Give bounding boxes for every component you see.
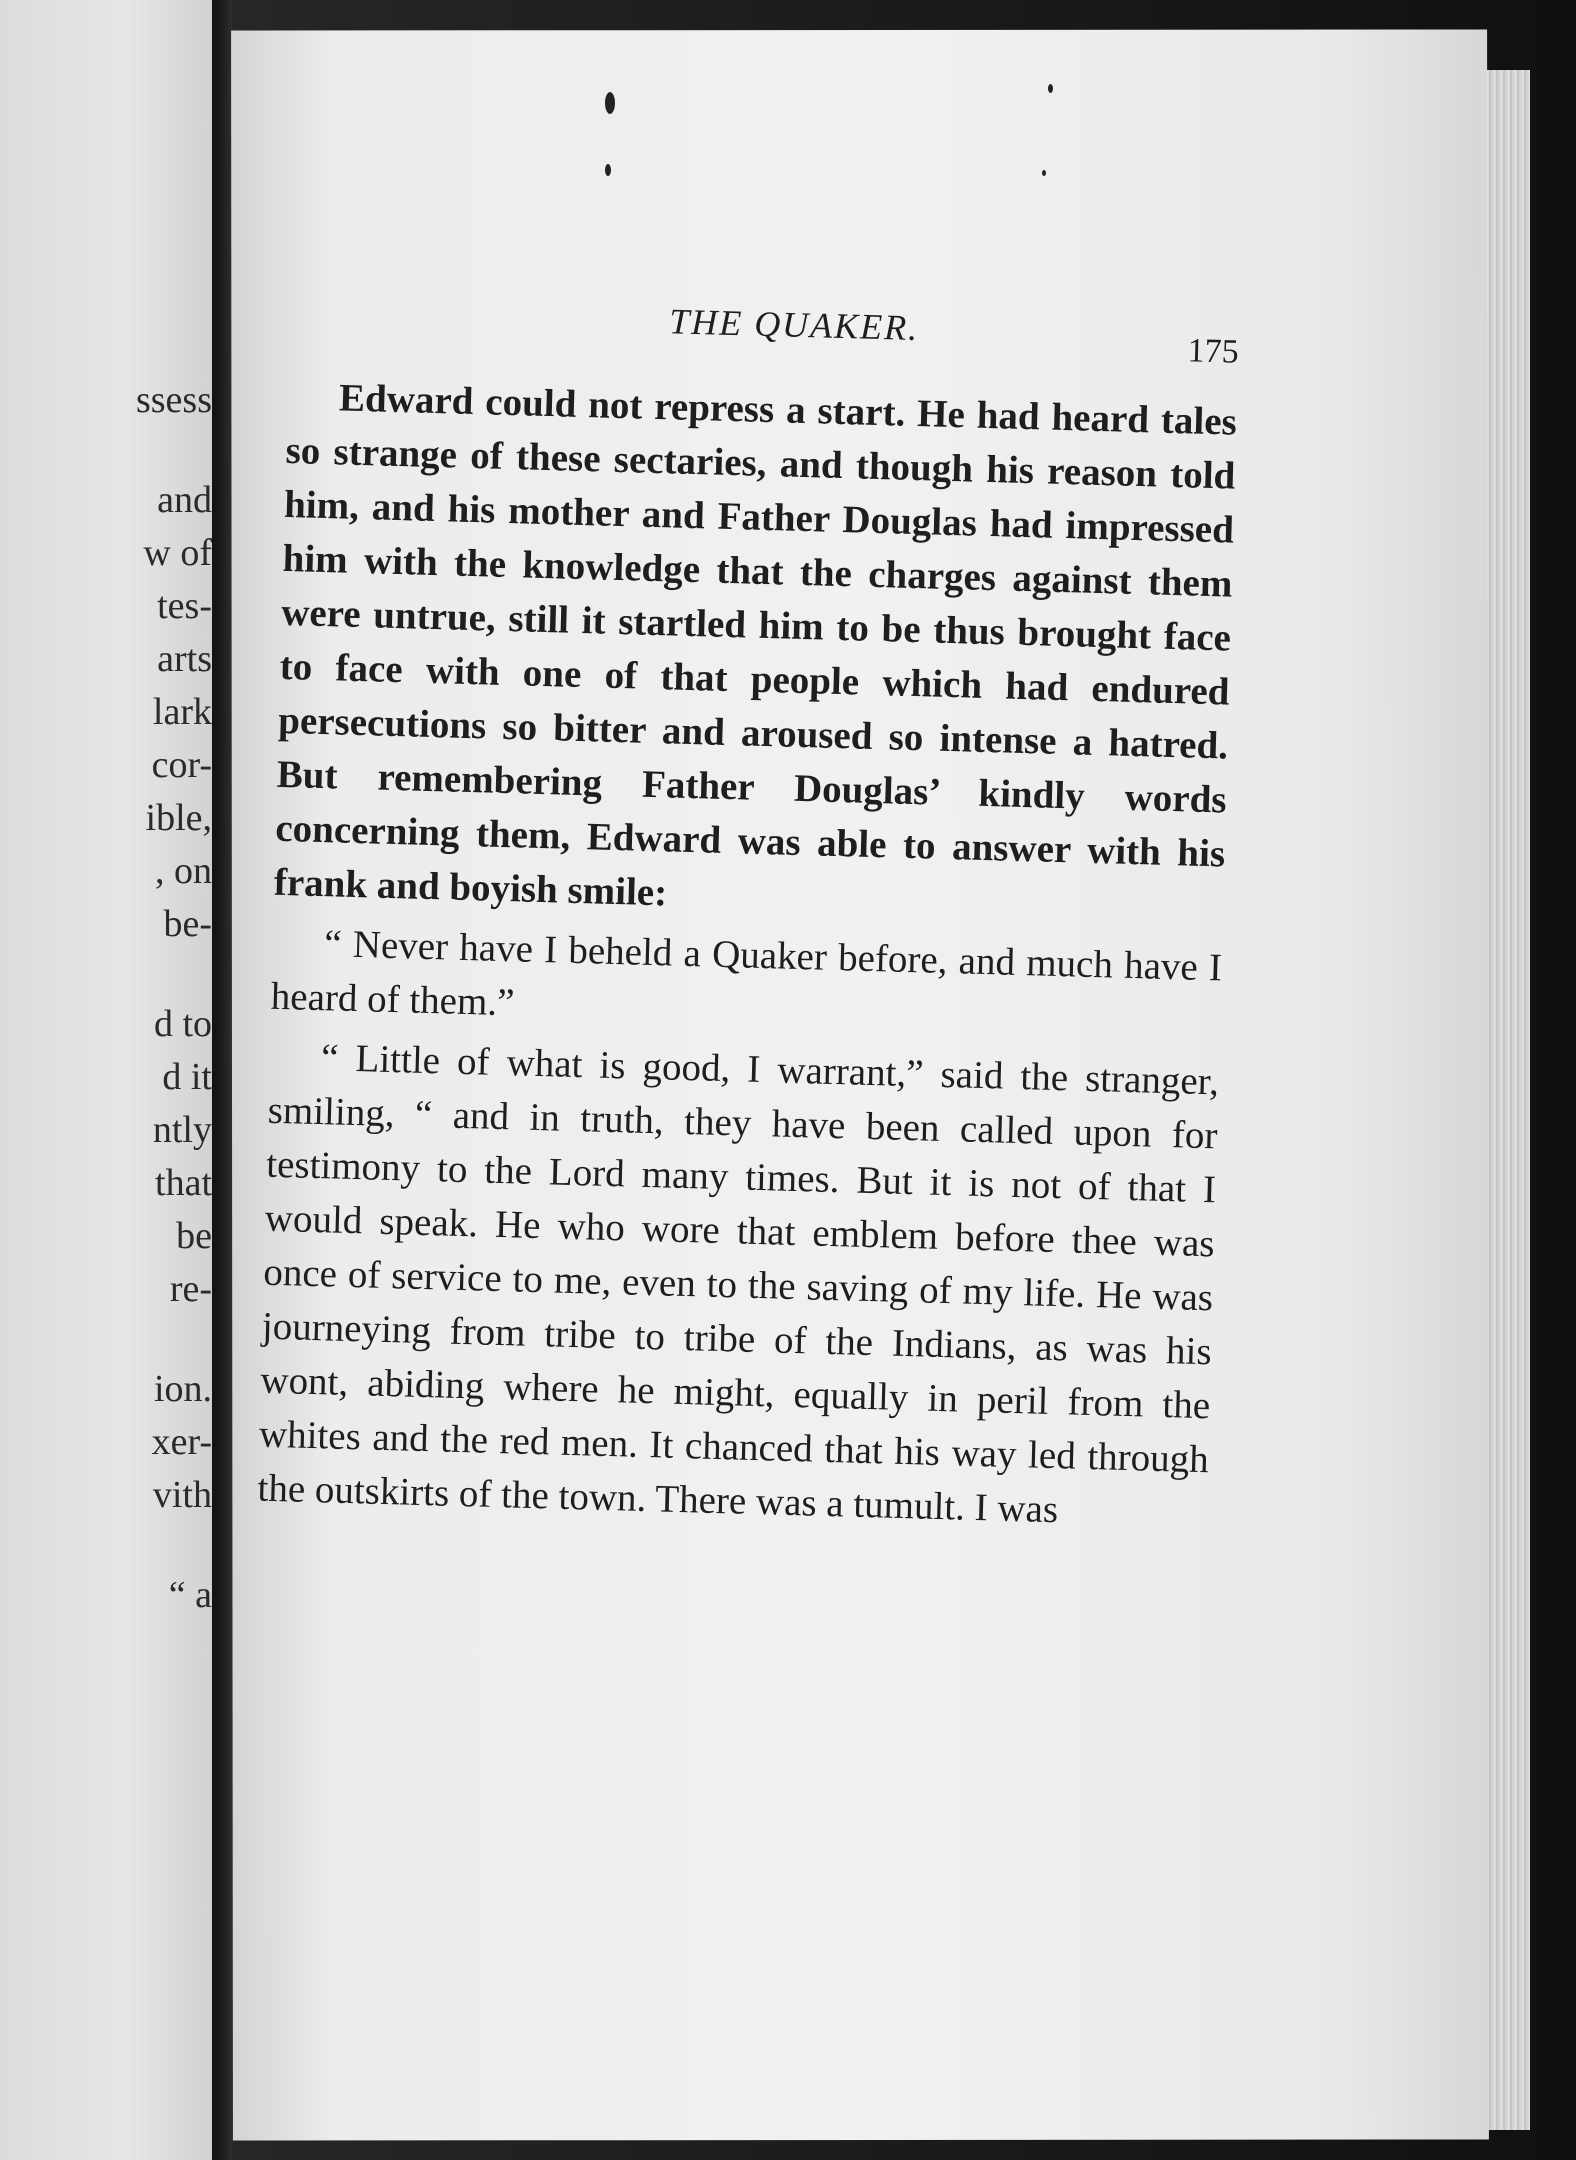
book-gutter: [212, 0, 232, 2160]
previous-page-fragment: ntly: [152, 1109, 212, 1151]
previous-page-fragment: , on: [155, 850, 212, 892]
ink-mark: [605, 92, 615, 114]
running-title: THE QUAKER.: [668, 301, 920, 349]
previous-page-fragment: be: [176, 1215, 212, 1257]
previous-page: [0, 0, 212, 2160]
previous-page-fragment: w of: [143, 532, 212, 574]
previous-page-fragment: ible,: [145, 797, 212, 839]
page-number: 175: [1187, 332, 1240, 371]
previous-page-fragment: xer-: [151, 1421, 212, 1463]
previous-page-fragment: tes-: [157, 585, 212, 627]
previous-page-fragment: cor-: [151, 744, 212, 786]
previous-page-fragment: and: [157, 479, 212, 521]
previous-page-fragment: ssess: [135, 379, 212, 421]
ink-mark: [1048, 84, 1053, 93]
previous-page-fragment: arts: [157, 638, 212, 680]
previous-page-fragment: d it: [162, 1056, 212, 1098]
previous-page-fragment: “ a: [168, 1574, 212, 1616]
ink-mark: [1042, 170, 1046, 176]
previous-page-fragment: vith: [152, 1474, 212, 1516]
previous-page-fragment: d to: [153, 1003, 212, 1045]
previous-page-fragment: lark: [152, 691, 212, 733]
ink-mark: [605, 164, 611, 176]
previous-page-fragment: that: [155, 1162, 212, 1204]
previous-page-fragment: be-: [163, 903, 212, 945]
paragraph: Edward could not repress a start. He had heard tales so strange of these sectaries, and though his reason told him, and his mother and Father Douglas had impressed him with the knowledge that the charges against them were untrue, still it startled him to be thus brought face to face with one of that people which had endured persecutions so bitter and aroused so intense a hatred. But remembering Father Douglas’ kindly words concerning them, Edward was able to answer with his frank and boyish smile:: [273, 376, 1238, 915]
previous-page-fragment: re-: [169, 1268, 212, 1310]
previous-page-fragment: ion.: [153, 1368, 212, 1410]
paragraph: “ Never have I beheld a Quaker before, and much have I heard of them.”: [270, 922, 1223, 1025]
paragraph: “ Little of what is good, I warrant,” said the stranger, smiling, “ and in truth, they have been called upon for testimony to the Lord many times. But it is not of that I would speak. He who wore that emblem before thee was once of service to me, even to the saving of my life. He was journeying from tribe to tribe of the Indians, as was his wont, abiding where he might, equally in peril from the whites and the red men. It chanced that his way led through the outskirts of the town. There was a tumult. I was: [256, 1036, 1220, 1532]
page-text: [257, 290, 1240, 1547]
